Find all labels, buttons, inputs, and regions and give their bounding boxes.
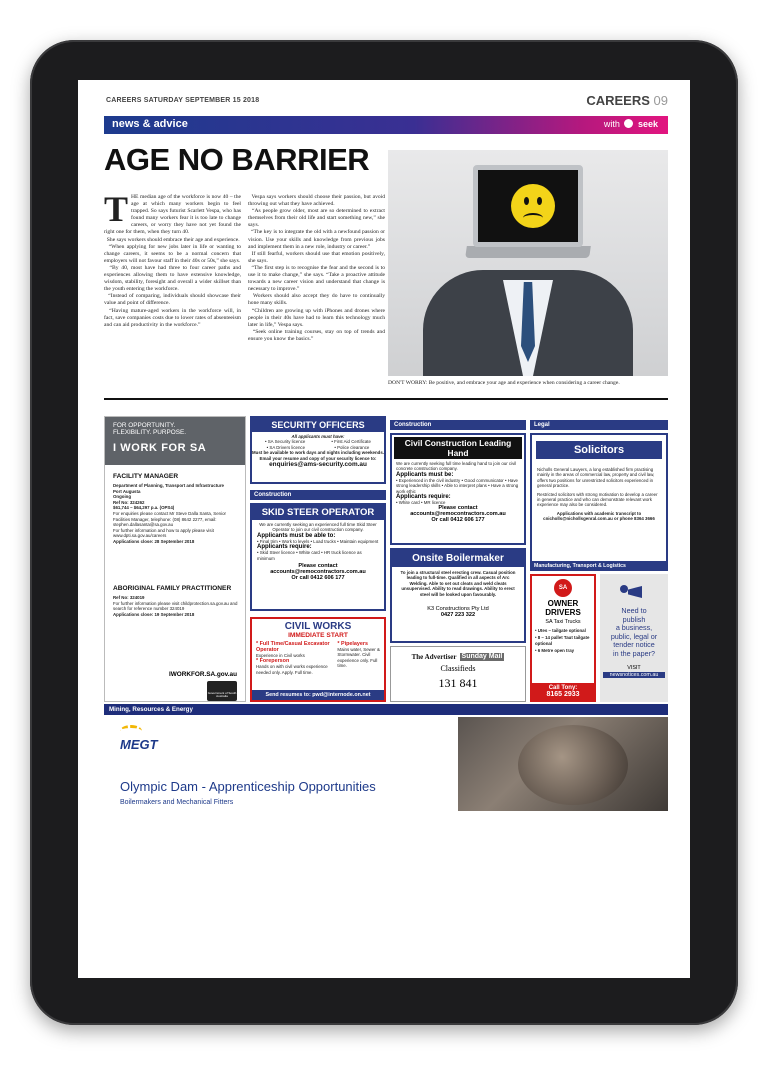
ad-sa-job-2: [113, 585, 239, 617]
classifieds-label: Classifieds: [440, 664, 476, 673]
classified-section-construction: Construction: [250, 490, 386, 500]
tablet-screen[interactable]: [78, 80, 690, 978]
ad-title: SKID STEER OPERATOR: [252, 505, 384, 520]
ad-role-desc: Experience in Civil works: [256, 653, 305, 658]
requirement: • Police clearance: [334, 444, 370, 450]
ad-role: * Full Time/Casual Excavator Operator: [256, 641, 330, 653]
ad-website[interactable]: newsnotices.com.au: [603, 672, 665, 678]
ad-megt-olympic-dam[interactable]: [104, 717, 668, 811]
ad-onsite-boilermaker[interactable]: [390, 548, 526, 643]
article-paragraph: Workers should also accept they do have to continually hone many skills.: [248, 293, 385, 307]
article-paragraph: Vespa says workers should choose their passion, but avoid throwing out what they have achieved.: [248, 194, 386, 208]
ad-subtitle: SA Taxi Trucks: [545, 619, 581, 625]
sad-face-icon: [511, 184, 555, 228]
ad-notice-line: public, legal or: [610, 631, 658, 641]
article-paragraph: “Instead of comparing, individuals should showcase their value and point of difference.: [104, 293, 241, 307]
job-ref: Ref No: 324019: [113, 595, 145, 600]
article-column-1: [104, 189, 241, 329]
ad-sa-tagline-1: FOR OPPORTUNITY.: [113, 422, 176, 429]
ad-contact-phone[interactable]: Or call 0412 606 177: [431, 517, 485, 524]
article-paragraph: “The first step is to recognise the fear and the second is to use it to make change,” she says. “Take a proactive attitude towards a new career vision and understand that change is necessary to improve.”: [248, 264, 386, 293]
job-dept: Department of Planning, Transport and Infrastructure: [113, 483, 224, 488]
ad-title: Solicitors: [536, 441, 662, 459]
article-paragraph: If still fearful, workers should use that emotion positively, she says.: [248, 250, 385, 264]
job-title: FACILITY MANAGER: [113, 473, 179, 480]
ad-list: • Experienced in the civil industry • Good communicator • Have strong leadership skills • Able to interpret plans • Have a strong work ethic: [396, 477, 519, 494]
ad-notice-line: publish: [622, 614, 646, 624]
ad-contact-email[interactable]: accounts@remocontractors.com.au: [270, 569, 366, 576]
ad-send-resume[interactable]: Send resumes to: pwd@internode.on.net: [252, 690, 384, 700]
photo-caption: DON'T WORRY: Be positive, and embrace your age and experience when considering a career change.: [388, 380, 620, 386]
eye-icon: [537, 197, 542, 205]
article-paragraph: “When applying for new jobs later in life or wanting to change careers, it seems to be a normal concern that employers will not favour staff in their 40s or 50s,” she says.: [104, 243, 241, 264]
ad-intro: We are currently seeking full time leading hand to join our civil concrete construction company.: [396, 461, 517, 472]
laptop-base: [465, 246, 591, 258]
ad-list-item: • 8 – 14 pallet Taut tailgate optional: [535, 635, 590, 646]
drop-cap: T: [104, 189, 129, 229]
job-close: Applications close: 19 September 2018: [113, 611, 195, 617]
classified-section-transport: Manufacturing, Transport & Logistics: [530, 561, 668, 571]
partner-name: seek: [637, 119, 658, 129]
article-paragraph: “The key is to integrate the old with a newfound passion or vision. Use your skills and knowledge from previous jobs and implement them in a new role, industry or career.”: [248, 229, 385, 250]
ad-subtitle: All applicants must have:: [291, 434, 345, 439]
ad-apply[interactable]: Applications with academic transcript to cnicholls@nichollsgenral.com.au or phone 8364 3666: [543, 510, 655, 522]
section-bar: [104, 116, 668, 134]
folio-right: [586, 93, 668, 108]
eye-icon: [524, 197, 529, 205]
ad-role: * Foreperson: [256, 658, 290, 665]
article-paragraph: HE median age of the workforce is now 40 – the age at which many workers begin to feel trapped. So says futurist Scarlett Vespa, who has found many workers fear it is too late to change careers, or worry they have not yet found the right one for them, when they turn 40.: [104, 194, 241, 236]
ad-subhead: Applicants require:: [396, 494, 451, 501]
ad-notice-text: [600, 607, 668, 659]
ad-phone: 8165 2933: [546, 691, 580, 698]
ad-notice-line: Need to: [621, 606, 647, 615]
partner-prefix: with: [603, 119, 620, 129]
ad-civil-construction[interactable]: [390, 433, 526, 545]
ad-notice-line: tender notice: [613, 640, 655, 650]
ad-list-item: • 6 Metre open tray: [535, 648, 575, 654]
job-status: Ongoing: [113, 494, 132, 500]
ad-list-item: • Utes – tailgate optional: [535, 628, 586, 633]
article-paragraph: “Seek online training courses, stay on top of trends and ensure you know the basics.”: [248, 328, 386, 342]
ad-notice-line: in the paper?: [613, 648, 655, 658]
megt-logo: MEGT: [120, 737, 158, 752]
ad-subhead: Applicants require:: [257, 544, 312, 551]
job-contact: For enquiries please contact Mr Steve Dalla Santa, Senior Facilities Manager, telephone: (08) 8642 2277, email: stephen.dallasanta@sa.gov.au: [113, 510, 226, 528]
ad-title: Onsite Boilermaker: [392, 550, 524, 567]
govt-sa-label: Government of South Australia: [207, 691, 237, 699]
ad-role: * Pipelayers: [337, 641, 368, 647]
ad-civil-works[interactable]: [250, 617, 386, 702]
ad-phone[interactable]: 0427 223 322: [440, 612, 476, 619]
mining-equipment-photo: [458, 717, 668, 811]
frown-icon: [523, 213, 543, 223]
ad-contact-phone[interactable]: Or call 0412 606 177: [291, 575, 345, 582]
job-location: Port Augusta: [113, 488, 141, 494]
ad-intro: We are currently seeking an experienced full time Skid Steer Operator to join our civil construction company.: [259, 522, 377, 533]
govt-sa-logo: [207, 681, 237, 701]
ad-newsnotices[interactable]: [600, 574, 668, 702]
ad-sa-brand: I WORK FOR SA: [113, 442, 207, 454]
ad-contact-email[interactable]: accounts@remocontractors.com.au: [410, 511, 506, 518]
ad-solicitors[interactable]: [530, 433, 668, 571]
ad-subtitle: IMMEDIATE START: [288, 632, 348, 639]
ad-sa-banner: [105, 417, 246, 465]
section-label: news & advice: [112, 118, 188, 130]
ad-skid-steer[interactable]: [250, 503, 386, 611]
ad-list: • Skid Steer licence • White card • HR truck licence as minimum: [257, 550, 362, 561]
ad-list: • Final trim • Work to levels • Load trucks • Maintain equipment: [257, 538, 379, 544]
ad-email-prompt: Email your resume and copy of your security licence to:: [259, 455, 377, 461]
ad-visit-label: VISIT: [627, 664, 641, 671]
classified-section-legal: Legal: [530, 420, 668, 430]
classified-section-construction: Construction: [390, 420, 526, 430]
ad-note: Must be available to work days and nights including weekends.: [252, 450, 384, 456]
job-title: ABORIGINAL FAMILY PRACTITIONER: [113, 585, 232, 592]
ad-role-desc: Mains water, Sewer & Stormwater. Civil experience only. Full time.: [337, 647, 380, 669]
article-column-2: [248, 194, 385, 343]
ad-body: Nicholls General Lawyers, a long established firm practising mainly in the areas of commercial law, property and civil law, offers two positions for unrestricted solicitors experienced in general practice.: [537, 467, 655, 489]
ad-sa-website[interactable]: IWORKFOR.SA.gov.au: [168, 671, 237, 678]
ad-sa-tagline-2: FLEXIBILITY. PURPOSE.: [113, 429, 187, 436]
ad-title: Civil Construction Leading Hand: [394, 437, 522, 459]
folio-section: CAREERS: [586, 93, 650, 108]
sunday-mail-masthead: Sunday Mail: [461, 653, 503, 660]
ad-call-block[interactable]: [532, 683, 594, 700]
ad-body: Restricted solicitors with strong motivation to develop a career in general practice and who can demonstrate relevant work experience may also be considered.: [537, 491, 658, 508]
job-close: Applications close: 28 September 2018: [113, 538, 195, 544]
ad-subtitle: Boilermakers and Mechanical Fitters: [120, 799, 234, 806]
mill-drum: [518, 725, 628, 805]
article-paragraph: “Children are growing up with iPhones and drones where people in their 40s have had to learn this technology much later in life,” Vespa says.: [248, 307, 385, 328]
classifieds-phone[interactable]: 131 841: [438, 676, 478, 690]
partner-logo: [604, 119, 658, 129]
job-apply: For further information please visit childprotection.sa.gov.au and search for reference number 324019: [113, 600, 238, 612]
ad-title: SECURITY OFFICERS: [252, 418, 384, 432]
article-photo: [388, 150, 668, 376]
laptop-screen: [473, 165, 583, 247]
requirement: • SA Drivers licence: [266, 444, 306, 450]
ad-sa-job-1: [113, 473, 239, 545]
section-divider: [104, 398, 668, 400]
ad-subhead: Applicants must be:: [396, 471, 454, 478]
requirement: • SA Security licence: [265, 439, 306, 445]
ad-security-officers[interactable]: [250, 416, 386, 484]
ad-body: To join a structural steel erecting crew. Casual position leading to full-time. Qualified in all aspects of Arc Welding. Able to set out cleats and weld cleats unsupervised. Ability to read drawings. Ability to erect steel will be looked upon favourably.: [400, 570, 516, 597]
newspaper-page: [78, 80, 690, 815]
ad-email[interactable]: enquiries@ams-security.com.au: [269, 461, 367, 469]
ad-advertiser-classifieds[interactable]: [390, 646, 526, 702]
ad-iworkforsa[interactable]: [104, 416, 246, 702]
article-paragraph: “Having mature-aged workers in the workforce will, in fact, save companies costs due to lower rates of absenteeism and can aid productivity in the workforce.”: [104, 307, 241, 328]
folio-left: CAREERS SATURDAY SEPTEMBER 15 2018: [106, 97, 260, 104]
ad-title: OWNER DRIVERS: [545, 599, 581, 617]
ad-subhead: Applicants must be able to:: [257, 532, 336, 539]
article-paragraph: She says workers should embrace their age and experience.: [106, 236, 240, 243]
ad-notice-line: a business,: [615, 623, 653, 633]
sa-taxi-trucks-logo: SA: [554, 579, 572, 597]
requirement: • First Aid Certificate: [331, 439, 371, 445]
article-paragraph: “By 40, most have had three to four career paths and experiences allowing them to have extensive knowledge, wisdom, stability, foresight and overall a wider skillset than the youth entering the workforce.: [104, 264, 241, 293]
classified-section-mining: Mining, Resources & Energy: [104, 704, 668, 715]
job-ref: Ref No: 324262: [113, 499, 145, 505]
megaphone-icon: [620, 582, 648, 604]
ad-company: K3 Constructions Pty Ltd: [427, 606, 489, 613]
ad-owner-drivers[interactable]: [530, 574, 596, 702]
ad-list: • White card • MR licence: [396, 500, 446, 506]
ad-contact-head: Please contact: [298, 563, 338, 570]
ad-call-label: Call Tony:: [548, 685, 578, 691]
job-apply: For further information and how to apply please visit www.dpti.sa.gov.au/careers: [113, 527, 214, 539]
ad-contact-head: Please contact: [438, 505, 478, 512]
ad-title: Olympic Dam - Apprenticeship Opportunities: [120, 779, 376, 794]
advertiser-masthead: The Advertiser: [411, 653, 457, 661]
ad-role-desc: Hands on with civil works experience needed only. Apply. Full time.: [256, 664, 328, 675]
article-paragraph: “As people grow older, most are so determined to extract themselves from their old life and start something new,” she says.: [248, 208, 385, 229]
article-headline: AGE NO BARRIER: [104, 142, 370, 177]
ad-sa-tagline: [113, 422, 186, 436]
page-number: 09: [653, 93, 668, 108]
job-salary: $61,744 – $64,297 p.a. (OPS4): [113, 505, 175, 511]
ad-title: CIVIL WORKS: [284, 621, 352, 632]
seek-icon: [624, 119, 633, 128]
sun-icon: [120, 725, 142, 737]
